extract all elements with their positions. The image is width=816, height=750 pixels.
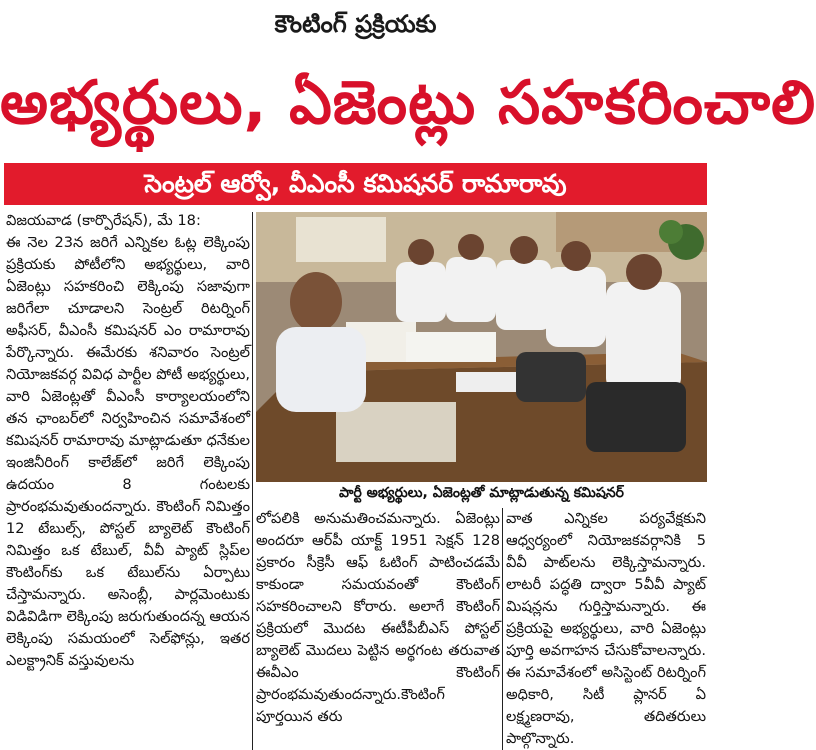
article-column-1: [6, 210, 250, 750]
article-column-3: [506, 508, 706, 750]
article-photo: [256, 212, 707, 482]
article-headline: అభ్యర్థులు, ఏజెంట్లు సహకరించాలి: [0, 68, 816, 138]
column-divider: [252, 212, 253, 750]
column-divider: [502, 508, 503, 750]
article-column-2: [256, 508, 500, 750]
body-paragraph: లోపలికి అనుమతించమన్నారు. ఏజెంట్లు అందరూ ఆర్‌పీ యాక్ట్ 1951 సెక్షన్ 128 ప్రకారం సీక్రెసీ ఆఫ్ ఓటింగ్ పాటించడమే కాకుండా సమయవంతో కౌంటింగ్ సహకరించాలని కోరారు. అలాగే కౌంటింగ్ ప్రక్రియలో మొదట ఈటీపీబీఎస్ పోస్టల్ బ్యాలెట్ మొదలు పెట్టిన అర్థగంట తరువాత ఈవీఎం కౌంటింగ్ ప్రారంభమవుతుందన్నారు.కౌంటింగ్ పూర్తయిన తరు: [256, 510, 500, 725]
photo-caption: పార్టీ అభ్యర్థులు, ఏజెంట్లతో మాట్లాడుతున్న కమిషనర్: [339, 485, 624, 501]
article-subheadline: సెంట్రల్ ఆర్వో, వీఎంసీ కమిషనర్ రామారావు: [144, 169, 567, 198]
meeting-photo-illustration: [256, 212, 707, 482]
body-paragraph: ఈ నెల 23న జరిగే ఎన్నికల ఓట్ల లెక్కింపు ప్రక్రియకు పోటీలోని అభ్యర్థులు, వారి ఏజెంట్లు సహకరించి లెక్కింపు సజావుగా జరిగేలా చూడాలని సెంట్రల్ రిటర్నింగ్ అఫీసర్, వీఎంసీ కమిషనర్ ఎం రామారావు పేర్కొన్నారు. ఈమేరకు శనివారం సెంట్రల్ నియోజకవర్గ వివిధ పార్టీల పోటీ అభ్యర్థులు, వారి ఏజెంట్లతో వీఎంసీ కార్యాలయంలోని తన ఛాంబర్‌లో నిర్వహించిన సమావేశంలో కమిషనర్ రామారావు మాట్లాడుతూ ధనేకుల ఇంజినీరింగ్ కాలేజ్‌లో జరిగే లెక్కింపు ఉదయం 8 గంటలకు ప్రారంభమవుతుందన్నారు. కౌంటింగ్ నిమిత్తం 12 టేబుల్స్, పోస్టల్ బ్యాలెట్ కౌంటింగ్ నిమిత్తం ఒక టేబుల్, వీవీ ప్యాట్ స్లిప్‌ల కౌంటింగ్‌కు ఒక టేబుల్‌ను ఏర్పాటు చేస్తామన్నారు. అసెంబ్లీ, పార్లమెంటుకు విడివిడిగా లెక్కింపు జరుగుతుందన్న ఆయన లెక్కింపు సమయంలో సెల్‌ఫోన్లు, ఇతర ఎలక్ట్రానిక్ వస్తువులను: [6, 234, 251, 669]
dateline: విజయవాడ (కార్పొరేషన్), మే 18:: [6, 212, 201, 229]
body-paragraph: వాత ఎన్నికల పర్యవేక్షకుని ఆధ్వర్యంలో నియోజకవర్గానికి 5 వీవీ పాట్‌లను లెక్కిస్తామన్నారు. లాటరీ పద్ధతి ద్వారా 5వీవీ ప్యాట్ మిషన్లను గుర్తిస్తామన్నారు. ఈ ప్రక్రియపై అభ్యర్థులు, వారి ఏజెంట్లు పూర్తి అవగాహన చేసుకోవాలన్నారు. ఈ సమావేశంలో అసిస్టెంట్ రిటర్నింగ్ అధికారి, సిటీ ప్లానర్ ఏ లక్ష్మణరావు, తదితరులు పాల్గొన్నారు.: [506, 510, 706, 747]
article-kicker: కౌంటింగ్ ప్రక్రియకు: [274, 10, 437, 38]
article-subheadline-bar: [4, 163, 707, 205]
